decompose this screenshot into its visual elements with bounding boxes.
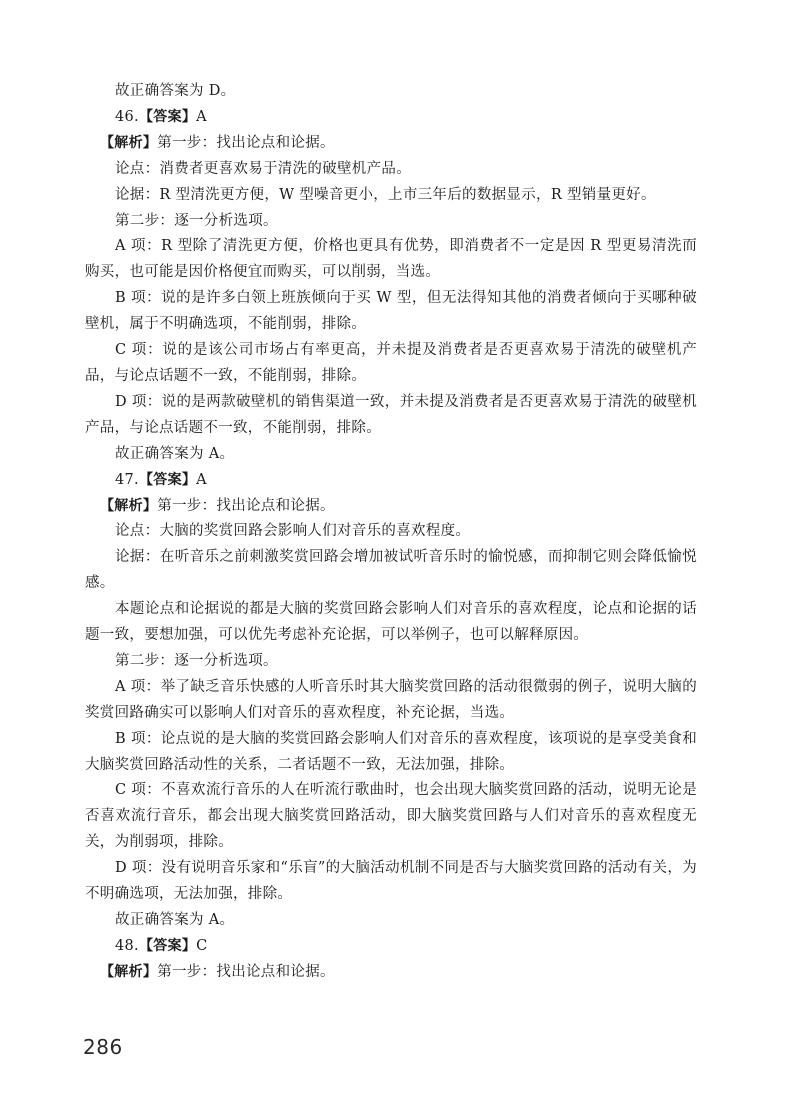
text-paragraph: 论据：在听音乐之前刺激奖赏回路会增加被试听音乐时的愉悦感，而抑制它则会降低愉悦感。 — [85, 549, 697, 592]
option-paragraph: C 项：说的是该公司市场占有率更高，并未提及消费者是否更喜欢易于清洗的破壁机产品，与论点话题不一致，不能削弱，排除。 — [85, 342, 697, 384]
question-number: 47. — [115, 471, 139, 488]
answer-line-47 — [85, 468, 697, 494]
question-number: 48. — [115, 937, 139, 954]
option-paragraph: A 项：举了缺乏音乐快感的人听音乐时其大脑奖赏回路的活动很微弱的例子，说明大脑的奖赏回路确实可以影响人们对音乐的喜欢程度，补充论据，当选。 — [85, 678, 697, 721]
conclusion-line: 故正确答案为 A。 — [115, 445, 235, 462]
analysis-line: 【解析】第一步：找出论点和论据。 — [100, 134, 335, 151]
conclusion-line: 故正确答案为 A。 — [115, 912, 235, 928]
option-paragraph: B 项：论点说的是大脑的奖赏回路会影响人们对音乐的喜欢程度，该项说的是享受美食和大脑奖赏回路活动性的关系，二者话题不一致，无法加强，排除。 — [85, 730, 697, 773]
text-paragraph: 论点：大脑的奖赏回路会影响人们对音乐的喜欢程度。 — [115, 523, 471, 540]
analysis-tag: 【解析】 — [100, 963, 158, 980]
analysis-tag: 【解析】 — [100, 497, 158, 514]
option-paragraph: D 项：没有说明音乐家和“乐盲”的大脑活动机制不同是否与大脑奖赏回路的活动有关，为不明确选项，无法加强，排除。 — [85, 860, 697, 903]
page-number: 286 — [83, 1035, 123, 1059]
answer-tag: 【答案】 — [138, 108, 197, 125]
page-body — [85, 79, 697, 986]
answer-value: C — [196, 937, 208, 954]
answer-value: A — [196, 471, 207, 488]
text-paragraph: 论据：R 型清洗更方便，W 型噪音更小，上市三年后的数据显示，R 型销量更好。 — [115, 186, 656, 203]
answer-value: A — [196, 108, 207, 125]
answer-line-48 — [85, 934, 697, 960]
analysis-line: 【解析】第一步：找出论点和论据。 — [100, 963, 335, 980]
text-paragraph: 论点：消费者更喜欢易于清洗的破壁机产品。 — [115, 160, 411, 177]
option-paragraph: D 项：说的是两款破壁机的销售渠道一致，并未提及消费者是否更喜欢易于清洗的破壁机产品，与论点话题不一致，不能削弱，排除。 — [85, 393, 697, 436]
text-paragraph: 第二步：逐一分析选项。 — [115, 652, 278, 669]
question-number: 46. — [115, 108, 139, 125]
option-paragraph: A 项：R 型除了清洗更方便，价格也更具有优势，即消费者不一定是因 R 型更易清洗而购买，也可能是因价格便宜而购买，可以削弱，当选。 — [85, 238, 697, 281]
text-paragraph: 第二步：逐一分析选项。 — [115, 212, 278, 229]
analysis-line: 【解析】第一步：找出论点和论据。 — [100, 497, 335, 514]
option-paragraph: C 项：不喜欢流行音乐的人在听流行歌曲时，也会出现大脑奖赏回路的活动，说明无论是否喜欢流行音乐，都会出现大脑奖赏回路活动，即大脑奖赏回路与人们对音乐的喜欢程度无关，为削弱项，排除。 — [85, 782, 697, 851]
analysis-tag: 【解析】 — [100, 134, 158, 151]
answer-line-46 — [85, 105, 697, 131]
answer-tag: 【答案】 — [138, 937, 197, 954]
option-paragraph: B 项：说的是许多白领上班族倾向于买 W 型，但无法得知其他的消费者倾向于买哪种破壁机，属于不明确选项，不能削弱，排除。 — [85, 290, 697, 333]
text-paragraph: 本题论点和论据说的都是大脑的奖赏回路会影响人们对音乐的喜欢程度，论点和论据的话题一致，要想加强，可以优先考虑补充论据，可以举例子，也可以解释原因。 — [85, 601, 697, 644]
conclusion-line: 故正确答案为 D。 — [115, 83, 236, 99]
answer-tag: 【答案】 — [138, 471, 197, 488]
